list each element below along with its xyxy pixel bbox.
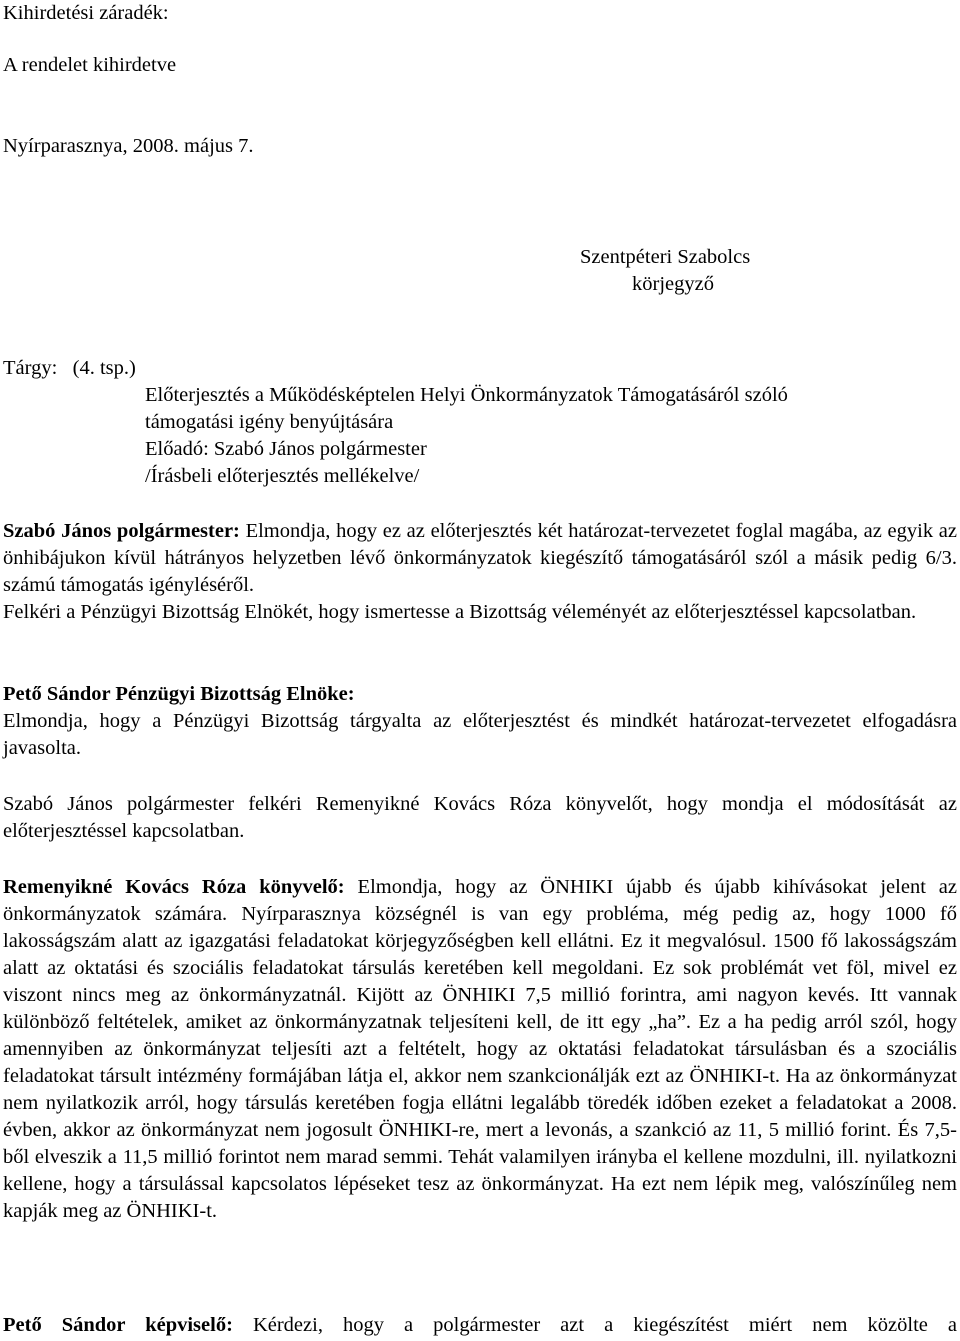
place-date: Nyírparasznya, 2008. május 7. xyxy=(3,135,254,157)
clause-title: Kihirdetési záradék: xyxy=(3,2,169,24)
paragraph-finance-chair xyxy=(3,681,957,762)
paragraph-councillor xyxy=(3,1312,957,1339)
speaker-mayor: Szabó János polgármester: xyxy=(3,520,240,542)
signature-title: körjegyző xyxy=(632,273,714,295)
councillor-text: Kérdezi, hogy a polgármester azt a kiegészítést miért nem közölte a xyxy=(232,1314,958,1336)
finance-chair-text: Elmondja, hogy a Pénzügyi Bizottság tárgyalta az előterjesztést és mindkét határozat-tervezetet elfogadásra javasolta. xyxy=(3,710,957,759)
subject-title-line1: Előterjesztés a Működésképtelen Helyi Önkormányzatok Támogatásáról szóló xyxy=(145,384,788,406)
speaker-finance-chair: Pető Sándor Pénzügyi Bizottság Elnöke: xyxy=(3,683,355,705)
subject-number: (4. tsp.) xyxy=(72,357,136,379)
accountant-text: Elmondja, hogy az ÖNHIKI újabb és újabb kihívásokat jelent az önkormányzatok számára. Nyírparasznya községnél is van egy probléma, még pedig az, hogy 1000 fő lakosságszám alatt az igazgatási feladatokat körjegyzőségben kell ellátni. Ez it megvalósul. 1500 fő lakosságszám alatt az oktatási és szociális feladatokat társulás keretében kell megoldani. Ez sok problémát vet föl, mivel ez viszont nincs meg az önkormányzatnál. Kijött az ÖNHIKI 7,5 millió forintra, ami nagyon kevés. Itt vannak különböző feltételek, amiket az önkormányzatnak teljesíteni kell, de itt egy „ha”. Ez a ha pedig arról szól, hogy amennyiben az önkormányzat teljesíti azt a feltételt, hogy az oktatási feladatokat társulásban és a szociális feladatokat társult intézmény formájában látja el, akkor nem szankcionálják ezt az ÖNHIKI-t. Ha az önkormányzat nem nyilatkozik arról, hogy társulás keretében fogja ellátni legalább töredék időben ezeket a feladatokat a 2008. évben, akkor az önkormányzat nem jogosult ÖNHIKI-re, mert a levonás, a szankció az 11, 5 millió forint. És 7,5-ből elveszik a 11,5 millió forintot nem marad semmi. Tehát valamilyen irányba el kellene mozdulni, ill. nyilatkozni kellene, hogy a társulással kapcsolatos lépéseket tesz az önkormányzat. Ha ezt nem lépik meg, valószínűleg nem kapják meg az ÖNHIKI-t. xyxy=(3,876,957,1222)
promulgated-text: A rendelet kihirdetve xyxy=(3,54,177,76)
paragraph-mayor-request xyxy=(3,791,957,845)
paragraph-mayor xyxy=(3,518,957,626)
mayor-request-accountant: Szabó János polgármester felkéri Remenyikné Kovács Róza könyvelőt, hogy mondja el módosítását az előterjesztéssel kapcsolatban. xyxy=(3,793,957,842)
subject-attachment: /Írásbeli előterjesztés mellékelve/ xyxy=(145,465,420,487)
subject-label: Tárgy: xyxy=(3,357,58,379)
speaker-councillor: Pető Sándor képviselő: xyxy=(3,1314,233,1336)
paragraph-accountant xyxy=(3,874,957,1225)
subject-presenter: Előadó: Szabó János polgármester xyxy=(145,438,427,460)
mayor-text: Elmondja, hogy ez az előterjesztés két határozat-tervezetet foglal magába, az egyik az önhibájukon kívül hátrányos helyzetben lévő önkormányzatok kiegészítő támogatásáról szól a másik pedig 6/3. számú támogatás igényléséről. xyxy=(3,520,957,596)
speaker-accountant: Remenyikné Kovács Róza könyvelő: xyxy=(3,876,345,898)
signature-name: Szentpéteri Szabolcs xyxy=(580,246,751,268)
subject-title-line2: támogatási igény benyújtására xyxy=(145,411,394,433)
subject-line xyxy=(3,355,136,382)
mayor-request-text: Felkéri a Pénzügyi Bizottság Elnökét, hogy ismertesse a Bizottság véleményét az előterjesztéssel kapcsolatban. xyxy=(3,601,917,623)
